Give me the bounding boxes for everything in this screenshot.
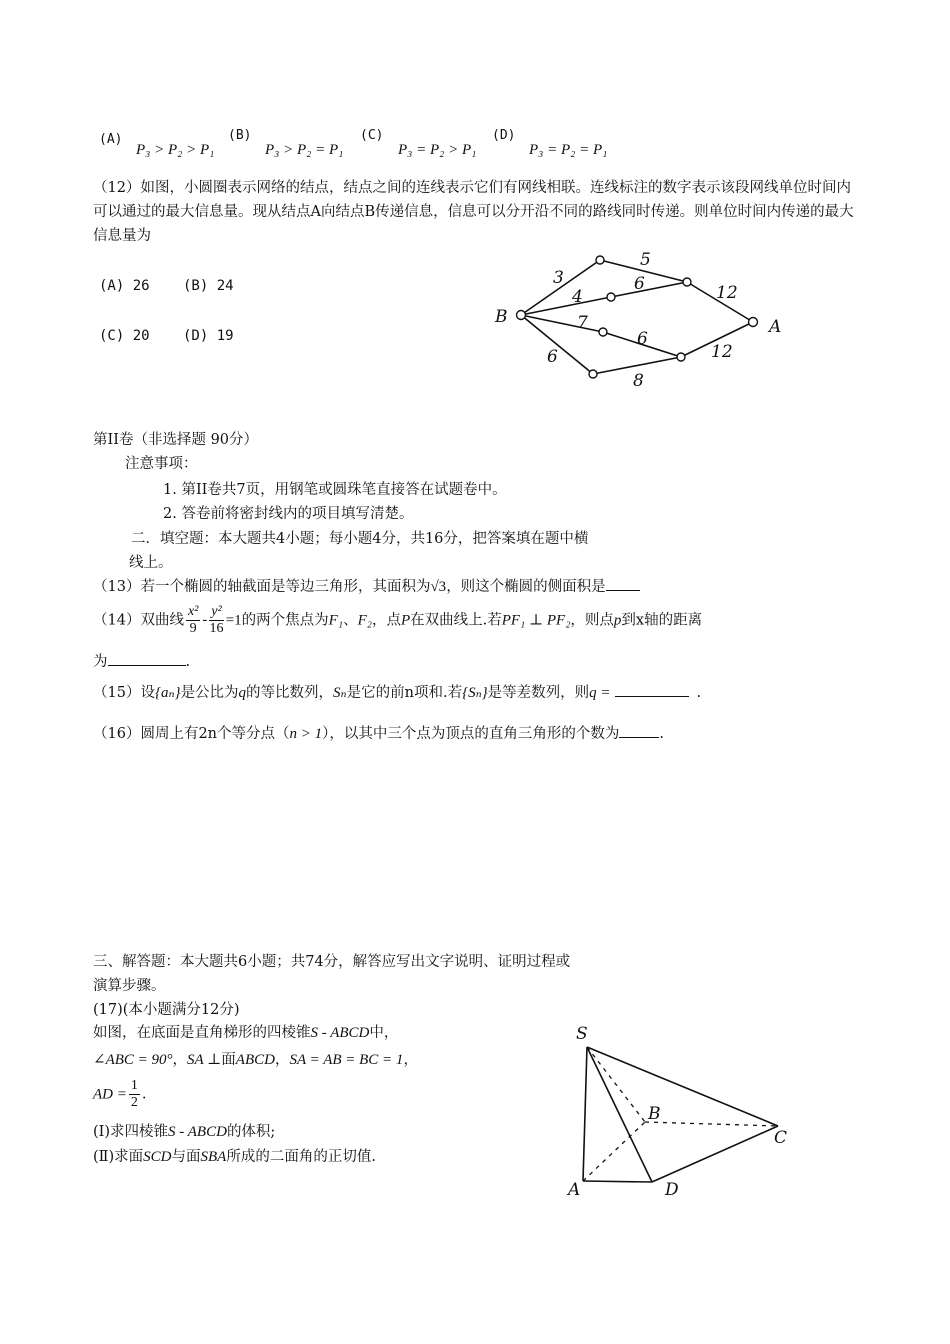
q12-option-b: (B) 24 xyxy=(183,278,234,294)
q17-part2-mid: 与面 xyxy=(171,1149,201,1165)
fill-heading-line2: 线上。 xyxy=(129,555,173,571)
q14-f2: F₂ xyxy=(357,612,372,629)
q15-mid1: 是公比为 xyxy=(180,685,239,701)
q14-minus: - xyxy=(202,612,208,629)
edge-label: 12 xyxy=(716,283,738,303)
q14-pre: （14）双曲线 xyxy=(93,612,184,629)
q17-part2-sba: SBA xyxy=(200,1149,227,1165)
q16-condition: n > 1 xyxy=(289,726,323,742)
edge-sc xyxy=(587,1047,778,1126)
question-16 xyxy=(93,722,664,743)
question-15 xyxy=(93,681,701,702)
q12-option-d: (D) 19 xyxy=(183,328,234,344)
q17-half-den: 2 xyxy=(130,1095,138,1110)
section3-heading-line2: 演算步骤。 xyxy=(93,978,166,994)
q17-half xyxy=(129,1078,140,1111)
q17-l1-pre: 如图，在底面是直角梯形的四棱锥 xyxy=(93,1025,311,1041)
q16-end: . xyxy=(659,726,664,742)
q14-answer-blank[interactable] xyxy=(108,651,186,666)
q12-option-a: (A) 26 xyxy=(99,278,150,294)
q13-answer-blank[interactable] xyxy=(606,576,640,591)
question-14 xyxy=(93,604,702,637)
q17-l2-face: 面 xyxy=(221,1052,236,1068)
q14-frac-y-den: 16 xyxy=(209,621,224,636)
q13-post: ，则这个椭圆的侧面积是 xyxy=(446,579,606,595)
q14-mid3: 在双曲线上.若 xyxy=(410,612,502,629)
q15-answer-blank[interactable] xyxy=(615,682,689,697)
edge-ab xyxy=(583,1122,645,1181)
question-14-line2: 为 . xyxy=(93,650,190,671)
q12-text: （12）如图，小圆圈表示网络的结点，结点之间的连线表示它们有网线相联。连线标注的数字表示该段网线单位时间内可以通过的最大信息量。现从结点A向结点B传递信息，信息可以分开沿不同的路线同时传递。则单位时间内传递的最大信息量为 xyxy=(93,180,854,244)
q15-q: q xyxy=(238,685,247,701)
vertex-a-label: A xyxy=(568,1180,581,1200)
edge-dc xyxy=(652,1126,778,1182)
q17-line2 xyxy=(93,1048,418,1069)
notice-heading: 注意事项： xyxy=(125,456,198,472)
edge-label: 8 xyxy=(633,371,644,391)
edge-label: 12 xyxy=(711,342,733,362)
network-graph xyxy=(480,240,800,400)
q14-mid2: ，点 xyxy=(371,612,401,629)
note-1: 1. 第II卷共7页，用钢笔或圆珠笔直接答在试题卷中。 xyxy=(163,482,507,498)
q14-condition: PF₁ ⊥ PF₂ xyxy=(501,612,571,629)
edge-label: 5 xyxy=(640,250,651,270)
q17-l3-end: . xyxy=(141,1086,147,1103)
q14-frac-y xyxy=(209,604,223,637)
q17-l2-comma: ， xyxy=(274,1052,290,1068)
section3-heading-line1: 三、解答题：本大题共6小题；共74分，解答应写出文字说明、证明过程或 xyxy=(93,954,571,970)
q15-pre: （15）设 xyxy=(93,685,155,701)
q14-mid4: ，则点 xyxy=(570,612,614,629)
q17-part2-scd: SCD xyxy=(143,1149,172,1165)
q11-option-a: P₃ > P₂ > P₁ xyxy=(136,142,215,158)
q17-part1-post: 的体积; xyxy=(226,1124,276,1140)
q17-sa-perp: SA ⊥ xyxy=(187,1052,222,1068)
q17-title: (17)(本小题满分12分) xyxy=(93,1002,240,1018)
pyramid-figure xyxy=(560,1015,800,1205)
q11-label-c: (C) xyxy=(360,128,384,143)
vertex-c-label: C xyxy=(774,1128,788,1148)
node-a-circle xyxy=(749,318,758,327)
edge-label: 6 xyxy=(634,274,645,294)
q17-part1-math: S - ABCD xyxy=(168,1124,227,1140)
q14-line2: 为 xyxy=(93,654,108,670)
q14-sep: 、 xyxy=(343,612,358,629)
q11-option-b: P₃ > P₂ = P₁ xyxy=(265,142,344,158)
q17-part1-pre: (Ⅰ)求四棱锥 xyxy=(93,1124,169,1140)
q17-l2-abcd: ABCD xyxy=(235,1052,275,1068)
q15-mid2: 的等比数列， xyxy=(246,685,334,701)
q11-label-d: (D) xyxy=(492,128,516,143)
q15-q-eq: q = xyxy=(589,685,611,701)
q15-end: . xyxy=(696,685,702,701)
q14-f1: F₁ xyxy=(328,612,344,629)
q15-sn: Sₙ xyxy=(333,685,347,701)
q17-lengths: SA = AB = BC = 1 xyxy=(289,1052,404,1068)
edge-bc xyxy=(645,1122,778,1126)
q11-label-b: (B) xyxy=(228,128,252,143)
q17-part2 xyxy=(93,1145,376,1166)
q15-mid3: 是它的前n项和.若 xyxy=(346,685,463,701)
q14-frac-y-num: y² xyxy=(211,604,222,619)
q11-option-d: P₃ = P₂ = P₁ xyxy=(529,142,608,158)
edge-label: 6 xyxy=(637,329,648,349)
q12-option-c: (C) 20 xyxy=(99,328,150,344)
q17-part1 xyxy=(93,1120,275,1141)
vertex-d-label: D xyxy=(665,1180,679,1200)
q14-frac-x-num: x² xyxy=(187,604,199,619)
node-b-circle xyxy=(517,311,526,320)
question-13 xyxy=(93,575,640,596)
q15-an: {aₙ} xyxy=(154,685,181,701)
q14-eq: =1 xyxy=(225,612,242,629)
q11-label-a: (A) xyxy=(99,132,123,147)
q14-p: P xyxy=(400,612,411,629)
edge-sd xyxy=(587,1047,652,1182)
edge-label: 7 xyxy=(577,313,588,333)
q11-option-c: P₃ = P₂ > P₁ xyxy=(398,142,477,158)
q17-line3 xyxy=(93,1078,146,1111)
q16-answer-blank[interactable] xyxy=(619,723,659,738)
q13-sqrt3: √3 xyxy=(430,579,447,595)
q17-l2-end: ， xyxy=(403,1052,418,1068)
vertex-b-label: B xyxy=(648,1104,661,1124)
q14-frac-x xyxy=(186,604,200,637)
fill-heading-line1: 二．填空题：本大题共4小题；每小题4分，共16分，把答案填在题中横 xyxy=(131,531,589,547)
q17-part2-pre: (Ⅱ)求面 xyxy=(93,1149,144,1165)
edge-label: 3 xyxy=(553,268,564,288)
q17-part2-post: 所成的二面角的正切值. xyxy=(226,1149,376,1165)
q15-sn-set: {Sₙ} xyxy=(462,685,488,701)
q17-l2-sep: ， xyxy=(172,1052,188,1068)
edge-label: 4 xyxy=(572,287,583,307)
q14-frac-x-den: 9 xyxy=(189,621,197,636)
q17-l1-post: 中， xyxy=(369,1025,399,1041)
q17-half-num: 1 xyxy=(130,1078,138,1093)
vertex-s-label: S xyxy=(576,1024,588,1044)
section2-title: 第II卷（非选择题 90分） xyxy=(93,432,259,448)
q15-mid4: 是等差数列，则 xyxy=(487,685,590,701)
q16-pre: （16）圆周上有2n个等分点（ xyxy=(93,726,290,742)
q16-post: ），以其中三个点为顶点的直角三角形的个数为 xyxy=(322,726,620,742)
node-b-label: B xyxy=(495,307,508,327)
q14-p2: p xyxy=(613,612,622,629)
edge-sa xyxy=(583,1047,587,1181)
q14-mid1: 的两个焦点为 xyxy=(241,612,329,629)
q17-l1-math: S - ABCD xyxy=(310,1025,370,1041)
node-a-label: A xyxy=(769,317,782,337)
q17-ad: AD = xyxy=(93,1086,127,1103)
q13-pre: （13）若一个椭圆的轴截面是等边三角形，其面积为 xyxy=(93,579,431,595)
q14-post: 到x轴的距离 xyxy=(621,612,703,629)
q17-line1 xyxy=(93,1021,398,1042)
q17-angle: ∠ABC = 90° xyxy=(93,1052,173,1068)
note-2: 2. 答卷前将密封线内的项目填写清楚。 xyxy=(163,506,414,522)
edge-ad xyxy=(583,1181,652,1182)
edge-label: 6 xyxy=(547,347,558,367)
